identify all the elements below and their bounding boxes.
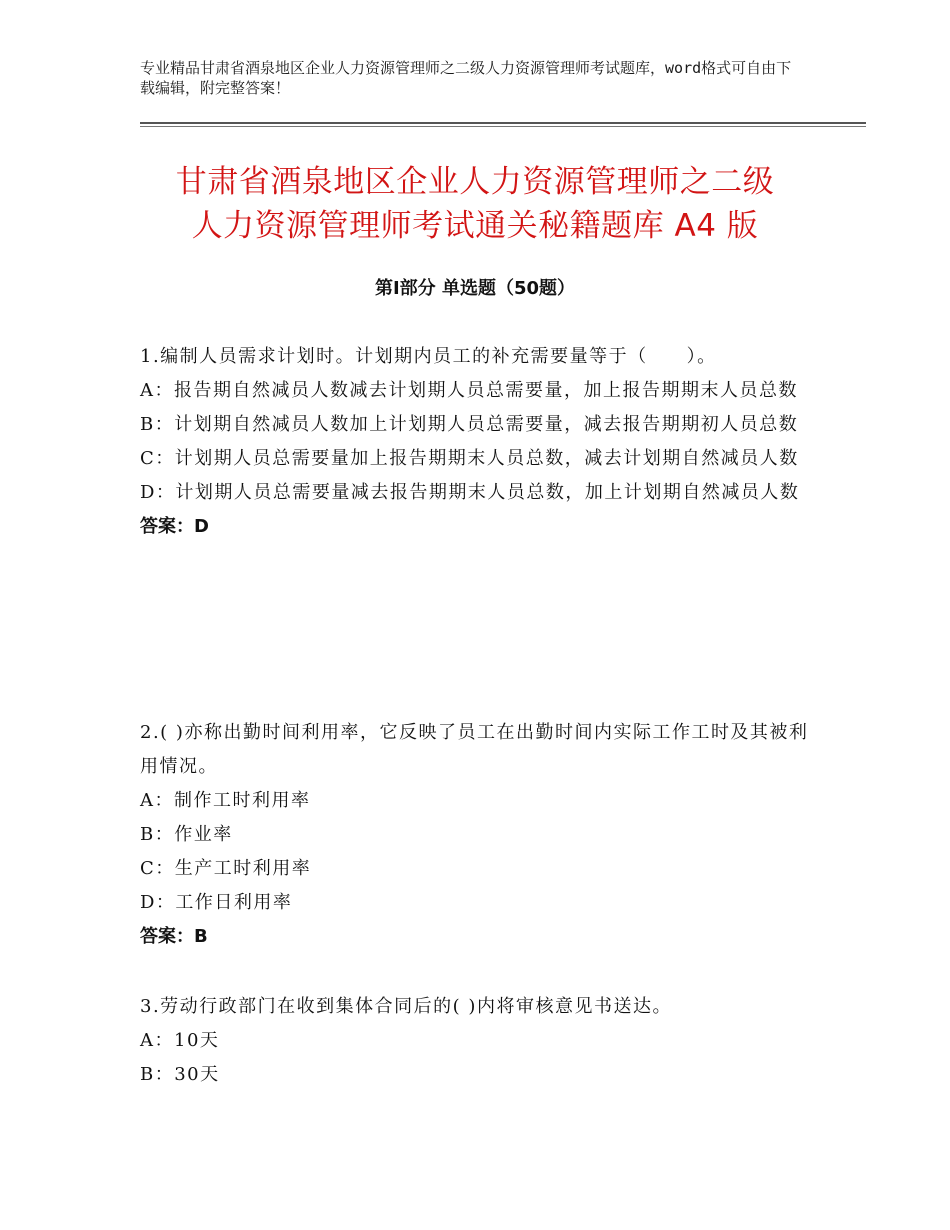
option-b: B：作业率 [140, 824, 233, 845]
question-1 [140, 340, 810, 544]
option-c: C：生产工时利用率 [140, 858, 312, 879]
answer: 答案：D [140, 516, 209, 537]
option-d: D：计划期人员总需要量减去报告期期末人员总数，加上计划期自然减员人数 [140, 482, 800, 503]
answer: 答案：B [140, 926, 208, 947]
option-b: B：计划期自然减员人数加上计划期人员总需要量，减去报告期期初人员总数 [140, 414, 799, 435]
document-title-line-1: 甘肃省酒泉地区企业人力资源管理师之二级 [175, 164, 775, 200]
option-c: C：计划期人员总需要量加上报告期期末人员总数，减去计划期自然减员人数 [140, 448, 799, 469]
header-note: 专业精品甘肃省酒泉地区企业人力资源管理师之二级人力资源管理师考试题库，word格式可自由下载编辑，附完整答案！ [140, 59, 792, 97]
question-2 [140, 716, 810, 954]
header-divider [140, 122, 866, 124]
option-d: D：工作日利用率 [140, 892, 293, 913]
header-divider-thin [140, 126, 866, 127]
document-title [140, 160, 810, 248]
document-title-line-2: 人力资源管理师考试通关秘籍题库 A4 版 [191, 208, 759, 244]
option-b: B：30天 [140, 1064, 220, 1085]
option-a: A：报告期自然减员人数减去计划期人员总需要量，加上报告期期末人员总数 [140, 380, 798, 401]
option-a: A：10天 [140, 1030, 220, 1051]
question-3 [140, 990, 810, 1092]
question-text: 2.( )亦称出勤时间利用率，它反映了员工在出勤时间内实际工作工时及其被利用情况。 [140, 722, 809, 777]
section-title: 第Ⅰ部分 单选题（50题） [374, 278, 575, 299]
option-a: A：制作工时利用率 [140, 790, 311, 811]
question-text: 3.劳动行政部门在收到集体合同后的( )内将审核意见书送达。 [140, 996, 672, 1017]
question-text: 1.编制人员需求计划时。计划期内员工的补充需要量等于（ ）。 [140, 346, 717, 367]
